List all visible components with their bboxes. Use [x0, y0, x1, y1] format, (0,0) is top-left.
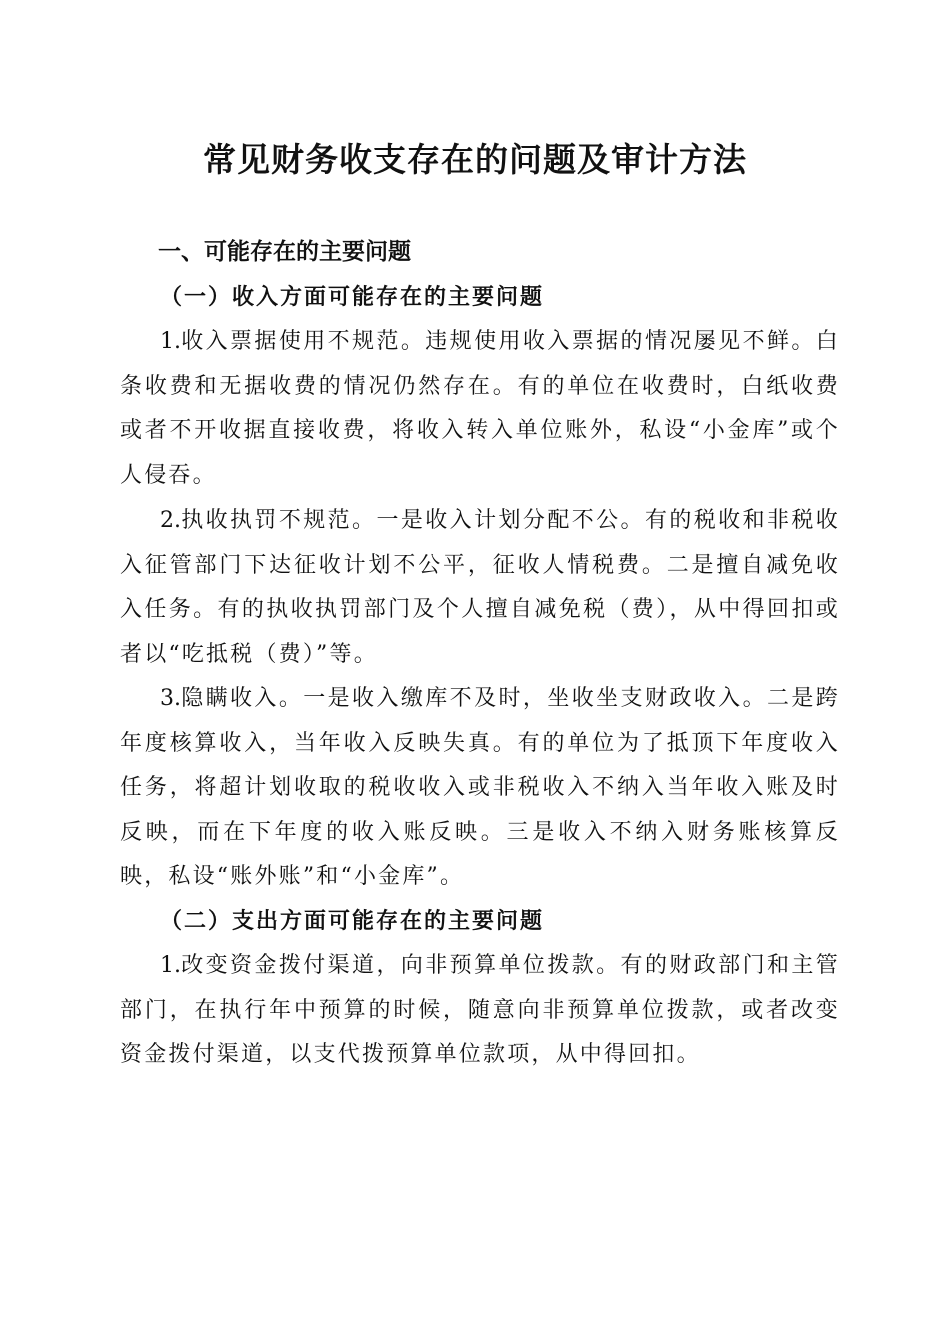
subsection-heading-income: （一）收入方面可能存在的主要问题	[160, 284, 545, 310]
paragraph-number: 1.	[160, 953, 181, 978]
paragraph-income-3	[120, 677, 840, 900]
paragraph-text: 隐瞒收入。一是收入缴库不及时，坐收坐支财政收入。二是跨年度核算收入，当年收入反映失真。有的单位为了抵顶下年度收入任务，将超计划收取的税收收入或非税收入不纳入当年收入账及时反映，而在下年度的收入账反映。三是收入不纳入财务账核算反映，私设“账外账”和“小金库”。	[120, 686, 840, 890]
paragraph-income-2	[120, 499, 840, 677]
section-heading: 一、可能存在的主要问题	[158, 239, 411, 265]
document-title: 常见财务收支存在的问题及审计方法	[203, 140, 747, 179]
paragraph-number: 2.	[160, 508, 181, 533]
paragraph-text: 执收执罚不规范。一是收入计划分配不公。有的税收和非税收入征管部门下达征收计划不公平，征收人情税费。二是擅自减免收入任务。有的执收执罚部门及个人擅自减免税（费），从中得回扣或者以“吃抵税（费）”等。	[120, 508, 840, 667]
paragraph-number: 3.	[160, 686, 181, 711]
paragraph-income-1	[120, 320, 840, 498]
subsection-heading-expenditure: （二）支出方面可能存在的主要问题	[160, 908, 545, 934]
paragraph-text: 改变资金拨付渠道，向非预算单位拨款。有的财政部门和主管部门，在执行年中预算的时候，随意向非预算单位拨款，或者改变资金拨付渠道，以支代拨预算单位款项，从中得回扣。	[120, 953, 840, 1068]
paragraph-expenditure-1	[120, 944, 840, 1078]
paragraph-text: 收入票据使用不规范。违规使用收入票据的情况屡见不鲜。白条收费和无据收费的情况仍然存在。有的单位在收费时，白纸收费或者不开收据直接收费，将收入转入单位账外，私设“小金库”或个人侵吞。	[120, 329, 840, 488]
paragraph-number: 1.	[160, 329, 181, 354]
